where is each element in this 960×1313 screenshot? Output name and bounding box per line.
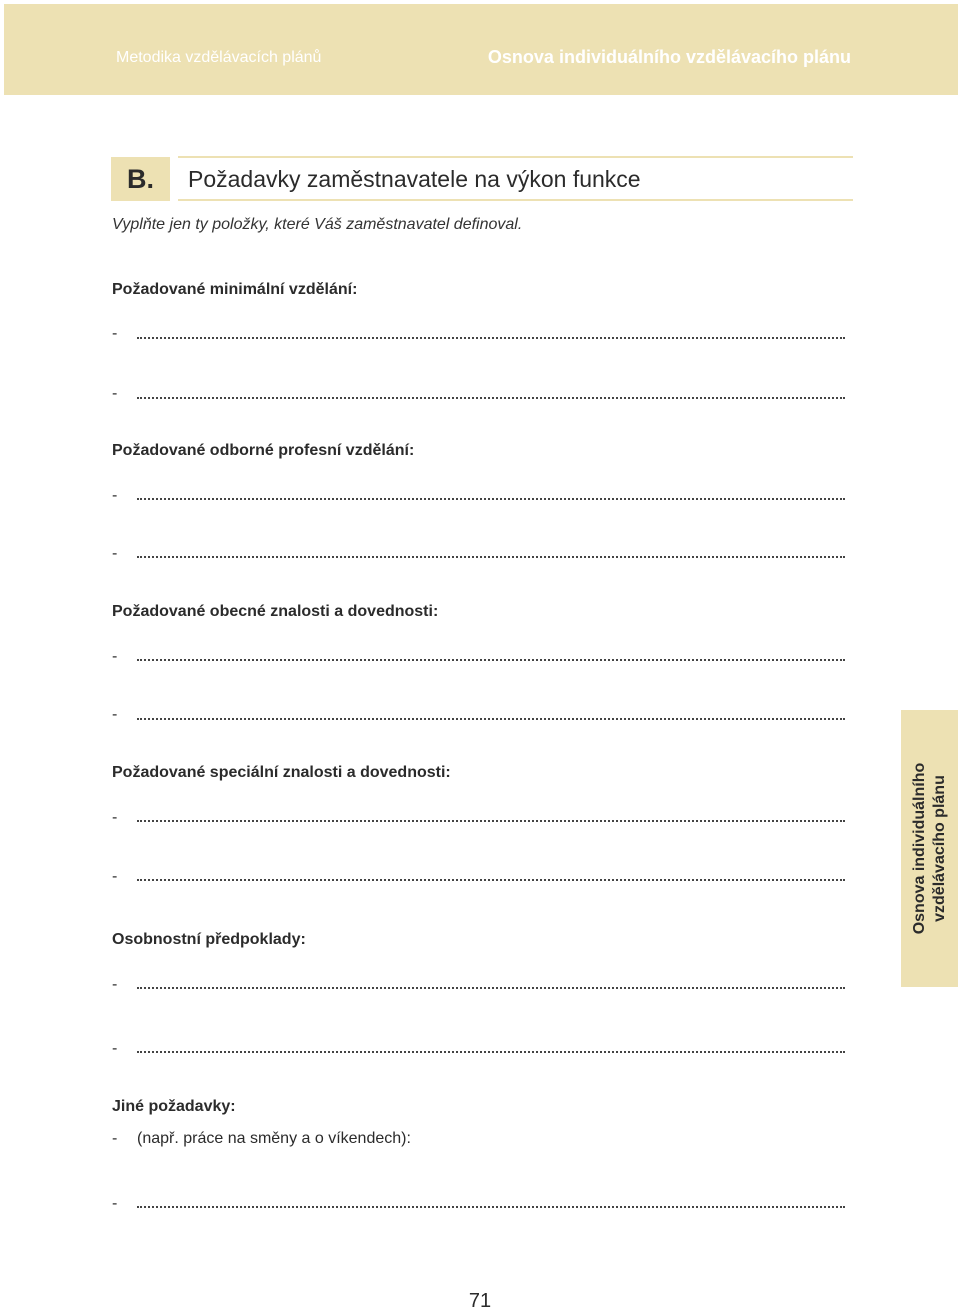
header-right-title: Osnova individuálního vzdělávacího plánu	[487, 47, 851, 67]
side-tab-line-1: Osnova individuálního	[910, 762, 928, 935]
fill-line-personal-prerequisites-1[interactable]	[137, 987, 845, 989]
other-requirements-example: (např. práce na směny a o víkendech):	[137, 1130, 411, 1147]
list-dash: -	[112, 868, 118, 885]
field-label-personal-prerequisites: Osobnostní předpoklady:	[112, 931, 306, 948]
list-dash: -	[112, 385, 118, 402]
title-rule-bottom	[178, 199, 853, 201]
field-label-other-requirements: Jiné požadavky:	[112, 1098, 236, 1115]
fill-line-general-skills-1[interactable]	[137, 659, 845, 661]
list-dash: -	[112, 648, 118, 665]
side-tab	[901, 710, 958, 987]
fill-line-professional-education-2[interactable]	[137, 556, 845, 558]
page-number: 71	[468, 1290, 492, 1312]
side-tab-line-2: vzdělávacího plánu	[930, 775, 948, 922]
instruction-text: Vyplňte jen ty položky, které Váš zaměstnavatel definoval.	[112, 216, 523, 233]
list-dash: -	[112, 1040, 118, 1057]
field-label-special-skills: Požadované speciální znalosti a dovednosti:	[112, 764, 451, 781]
fill-line-other-requirements-1[interactable]	[137, 1206, 845, 1208]
field-label-general-skills: Požadované obecné znalosti a dovednosti:	[112, 603, 439, 620]
section-letter: B.	[111, 157, 170, 201]
fill-line-special-skills-2[interactable]	[137, 879, 845, 881]
fill-line-min-education-1[interactable]	[137, 337, 845, 339]
field-label-min-education: Požadované minimální vzdělání:	[112, 281, 358, 298]
list-dash: -	[112, 487, 118, 504]
fill-line-general-skills-2[interactable]	[137, 718, 845, 720]
list-dash: -	[112, 1195, 118, 1212]
header-band	[4, 4, 958, 95]
fill-line-personal-prerequisites-2[interactable]	[137, 1051, 845, 1053]
section-title: Požadavky zaměstnavatele na výkon funkce	[188, 166, 641, 192]
fill-line-min-education-2[interactable]	[137, 397, 845, 399]
list-dash: -	[112, 809, 118, 826]
list-dash: -	[112, 706, 118, 723]
list-dash: -	[112, 325, 118, 342]
side-tab-text	[901, 710, 958, 987]
fill-line-special-skills-1[interactable]	[137, 820, 845, 822]
list-dash: -	[112, 976, 118, 993]
header-left-title: Metodika vzdělávacích plánů	[116, 49, 322, 66]
field-label-professional-education: Požadované odborné profesní vzdělání:	[112, 442, 415, 459]
list-dash: -	[112, 1130, 118, 1147]
fill-line-professional-education-1[interactable]	[137, 498, 845, 500]
title-rule-top	[178, 156, 853, 158]
list-dash: -	[112, 545, 118, 562]
